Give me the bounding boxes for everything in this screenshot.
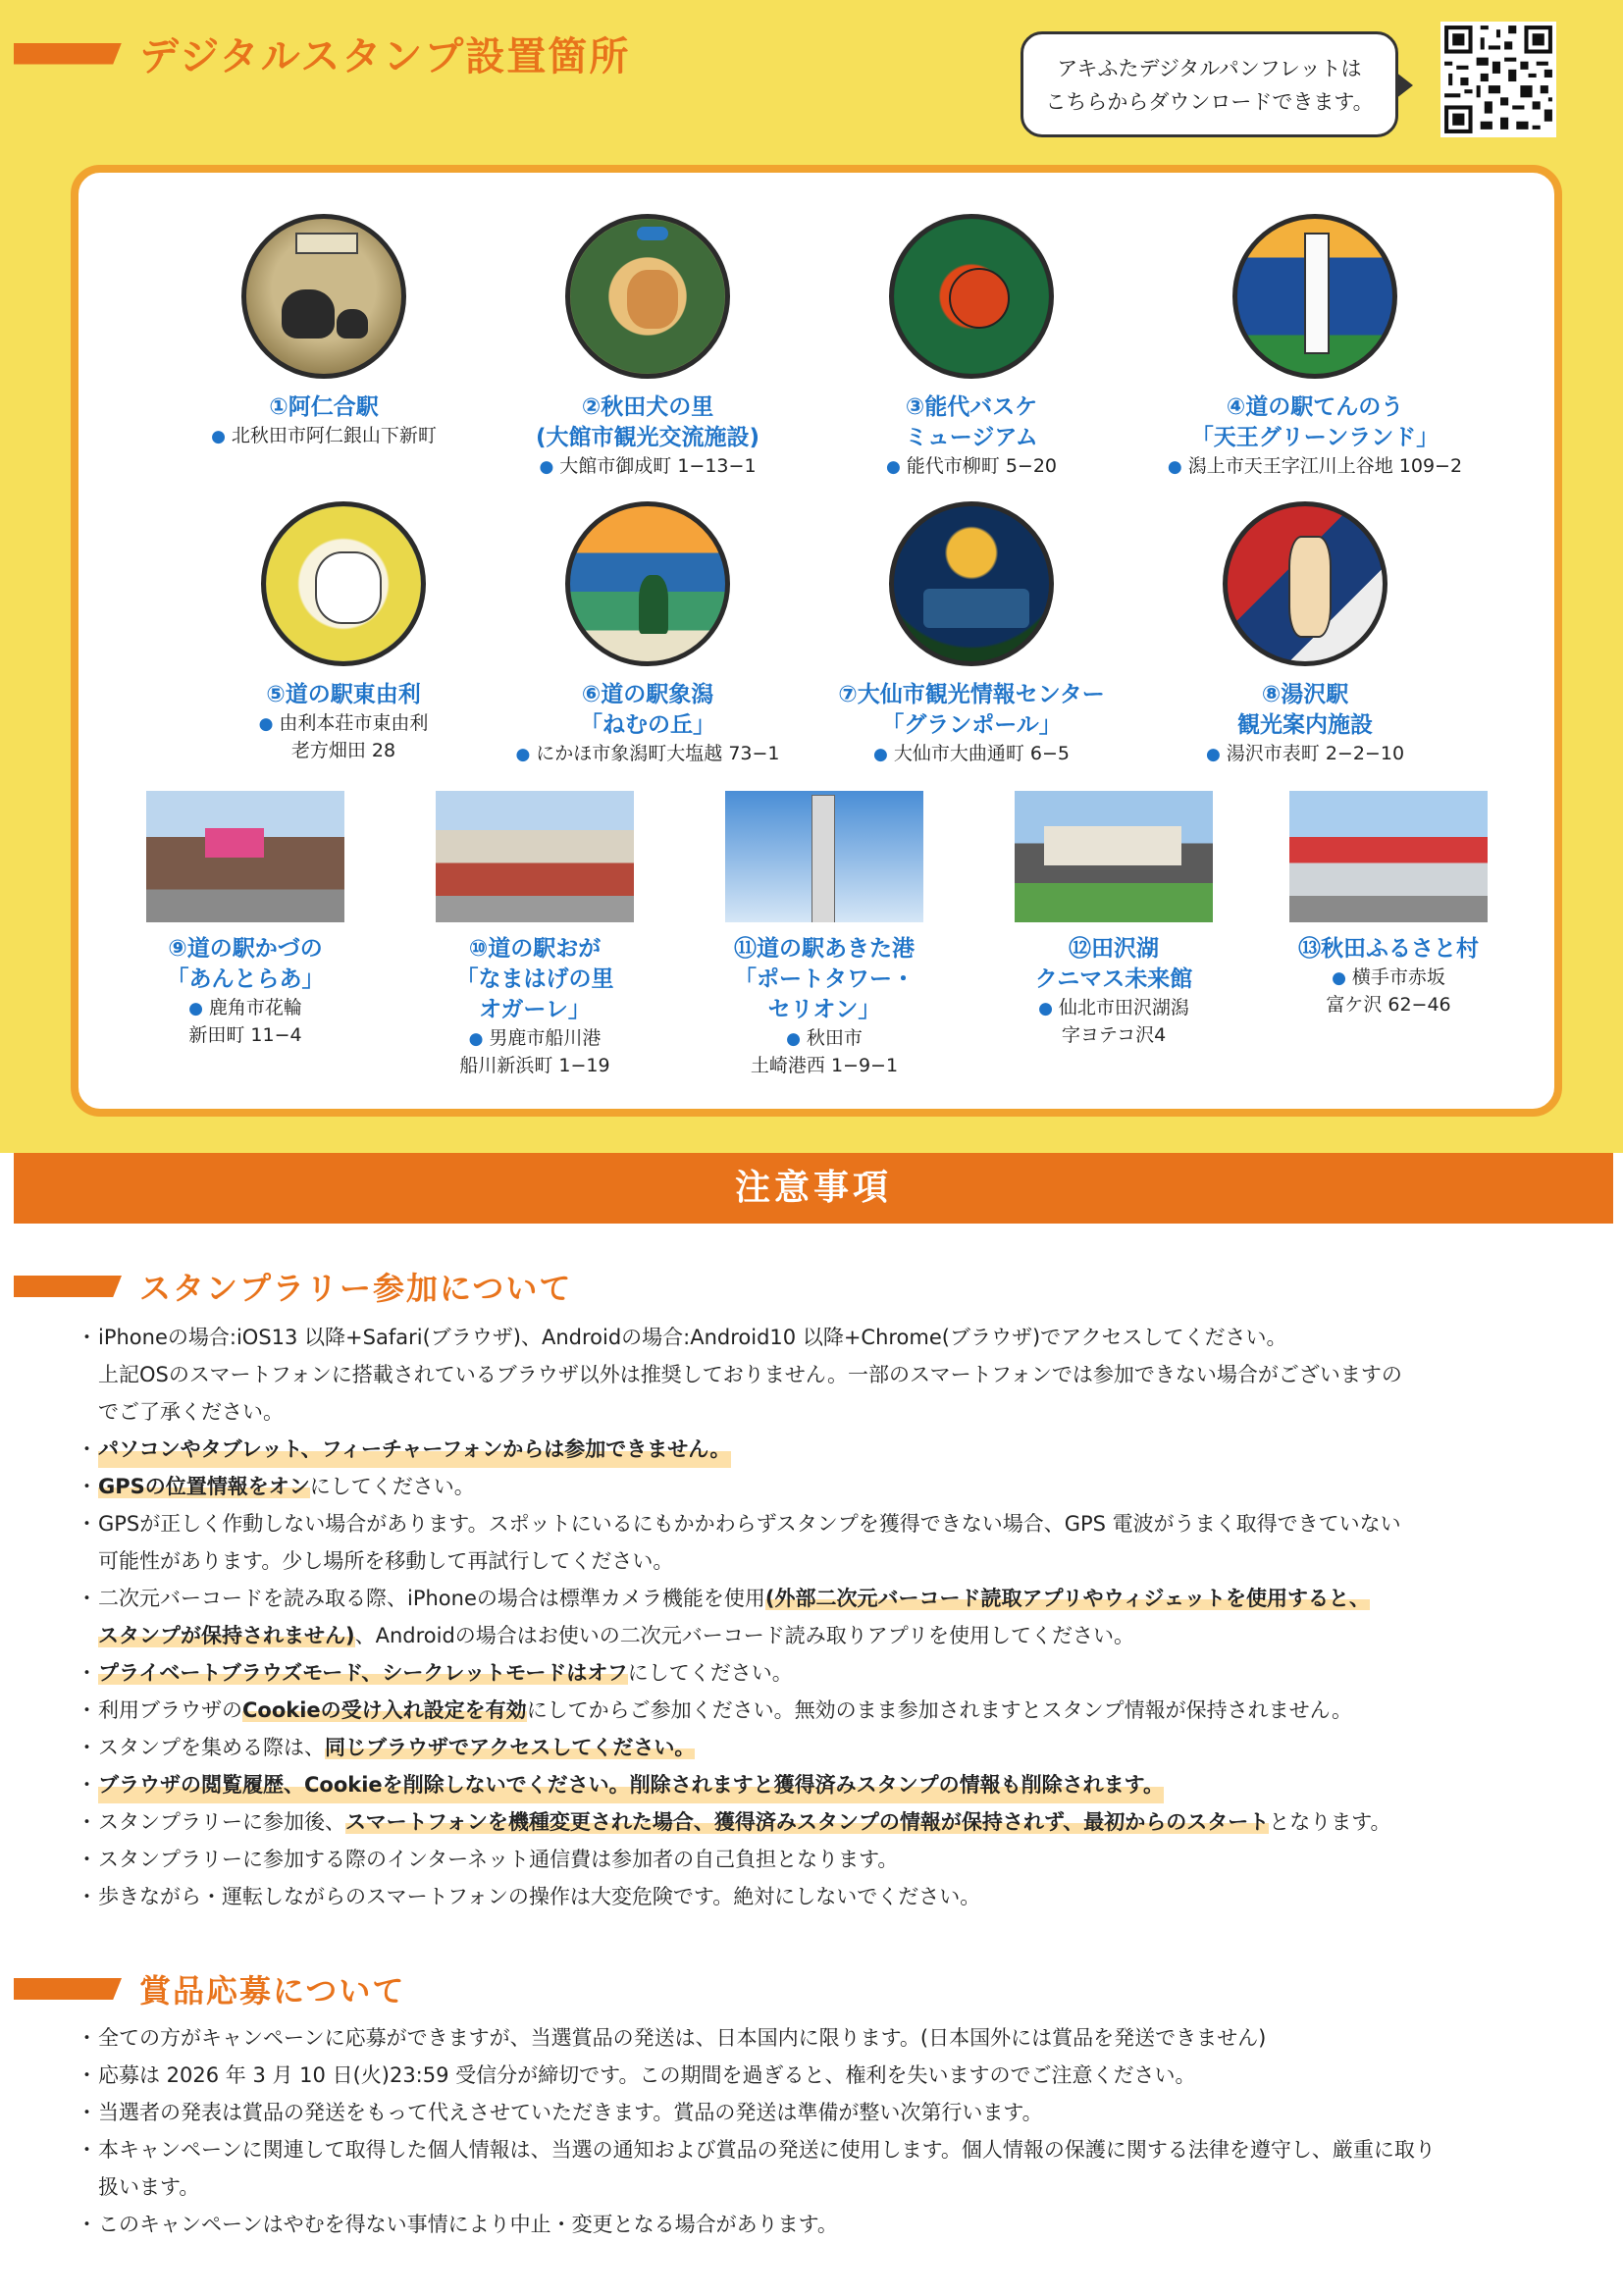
manhole-image — [1223, 501, 1387, 666]
map-pin-icon: ● — [258, 714, 274, 734]
site-name-line-3: オガーレ」 — [479, 997, 591, 1022]
site-name-line-2: 「グランポール」 — [881, 712, 1062, 738]
site-address-line-2: 富ケ沢 62−46 — [1326, 994, 1451, 1016]
site-card[interactable] — [407, 791, 662, 1079]
site-address: ● にかほ市象潟町大塩越 73−1 — [515, 743, 780, 764]
site-name: ⑩道の駅おが — [468, 936, 602, 962]
site-address: ● 男鹿市船川港 — [468, 1027, 602, 1049]
site-address: ● 能代市柳町 5−20 — [885, 455, 1058, 477]
map-pin-icon: ● — [211, 427, 226, 446]
site-address: ● 潟上市天王字江川上谷地 109−2 — [1167, 455, 1463, 477]
manhole-image — [565, 501, 730, 666]
map-pin-icon: ● — [786, 1029, 801, 1049]
site-name: ⑧湯沢駅 — [1261, 682, 1349, 707]
site-address: ● 秋田市 — [786, 1027, 863, 1049]
site-name-line-2: 観光案内施設 — [1237, 712, 1373, 738]
site-name-line-2: 「天王グリーンランド」 — [1190, 425, 1440, 450]
qr-code-icon[interactable] — [1440, 22, 1556, 137]
download-speech-bubble — [1021, 31, 1398, 137]
site-name-line-2: クニマス未来館 — [1034, 966, 1193, 992]
site-address: ● 鹿角市花輪 — [188, 997, 302, 1018]
site-name-line-3: セリオン」 — [767, 997, 881, 1022]
list-item: ・ 二次元バーコードを読み取る際、iPhoneの場合は標準カメラ機能を使用(外部二次元バーコード読取アプリやウィジェットを使用すると、 — [77, 1587, 1370, 1610]
site-card[interactable] — [196, 501, 491, 764]
site-name: ⑤道の駅東由利 — [266, 682, 421, 707]
list-item: ・ ブラウザの閲覧履歴、Cookieを削除しないでください。削除されますと獲得済みスタンプの情報も削除されます。 — [77, 1766, 1402, 1803]
list-item: スタンプが保持されません)、Androidの場合はお使いの二次元バーコード読み取りアプリを使用してください。 — [98, 1624, 1134, 1647]
site-card[interactable] — [491, 501, 805, 768]
site-photo — [146, 791, 344, 922]
list-item: 扱います。 — [98, 2175, 200, 2199]
section-heading-stamp-locations — [14, 26, 630, 81]
map-pin-icon: ● — [873, 745, 888, 764]
site-name-line-2: 「あんとらあ」 — [166, 966, 325, 992]
list-item: ・ GPSが正しく作動しない場合があります。スポットにいるにもかかわらずスタンプを獲得できない場合、GPS 電波がうまく取得できていない — [77, 1512, 1401, 1536]
site-address: ● 北秋田市阿仁銀山下新町 — [211, 425, 437, 446]
site-card[interactable] — [697, 791, 952, 1079]
manhole-image — [1232, 214, 1397, 379]
list-item: ・ 応募は 2026 年 3 月 10 日(火)23:59 受信分が締切です。この期間を過ぎると、権利を失いますのでご注意ください。 — [77, 2063, 1196, 2087]
site-card[interactable] — [1158, 501, 1452, 768]
site-photo — [436, 791, 634, 922]
list-item: ・ 利用ブラウザのCookieの受け入れ設定を有効にしてからご参加ください。無効のまま参加されますとスタンプ情報が保持されません。 — [77, 1698, 1352, 1722]
site-card[interactable] — [1261, 791, 1516, 1018]
site-name: ⑬秋田ふるさと村 — [1298, 936, 1479, 962]
section-title: 賞品応募について — [139, 1972, 406, 2009]
site-address: ● 大仙市大曲通町 6−5 — [873, 743, 1070, 764]
rally-notes-list — [77, 1319, 1402, 1915]
list-item: 可能性があります。少し場所を移動して再試行してください。 — [98, 1549, 674, 1573]
site-name: ⑨道の駅かづの — [168, 936, 323, 962]
manhole-image — [565, 214, 730, 379]
map-pin-icon: ● — [1038, 999, 1053, 1018]
site-address: ● 由利本荘市東由利 — [258, 712, 429, 734]
site-name-line-2: 「なまはげの里 — [455, 966, 614, 992]
site-name-line-2: (大館市観光交流施設) — [535, 425, 760, 450]
site-card[interactable] — [1138, 214, 1492, 481]
map-pin-icon: ● — [515, 745, 531, 764]
site-name-line-2: 「ねむの丘」 — [580, 712, 715, 738]
list-item: ・ GPSの位置情報をオンにしてください。 — [77, 1475, 475, 1498]
site-photo — [1015, 791, 1213, 922]
map-pin-icon: ● — [188, 999, 203, 1018]
site-name: ⑫田沢湖 — [1069, 936, 1159, 962]
section-heading-prize — [14, 1966, 405, 2011]
manhole-image — [889, 214, 1054, 379]
site-name: ⑪道の駅あきた港 — [734, 936, 915, 962]
site-card[interactable] — [824, 214, 1119, 481]
heading-bar — [14, 43, 122, 65]
site-name: ⑦大仙市観光情報センター — [838, 682, 1105, 707]
site-address: ● 横手市赤坂 — [1332, 966, 1445, 988]
section-title: スタンプラリー参加について — [139, 1270, 573, 1307]
site-name: ④道の駅てんのう — [1226, 394, 1404, 420]
map-pin-icon: ● — [1332, 968, 1346, 988]
site-card[interactable] — [805, 501, 1138, 768]
site-name: ②秋田犬の里 — [581, 394, 714, 420]
site-address-line-2: 土崎港西 1−9−1 — [750, 1055, 899, 1076]
list-item: ・ パソコンやタブレット、フィーチャーフォンからは参加できません。 — [77, 1431, 1402, 1468]
site-card[interactable] — [986, 791, 1241, 1049]
list-item: 上記OSのスマートフォンに搭載されているブラウザ以外は推奨しておりません。一部のスマートフォンでは参加できない場合がございますの — [98, 1363, 1402, 1386]
site-name: ①阿仁合駅 — [269, 394, 379, 420]
map-pin-icon: ● — [539, 457, 554, 477]
list-item: でご了承ください。 — [98, 1400, 284, 1424]
list-item: ・ 全ての方がキャンペーンに応募ができますが、当選賞品の発送は、日本国内に限ります。(日本国外には賞品を発送できません) — [77, 2026, 1267, 2050]
map-pin-icon: ● — [885, 457, 901, 477]
site-name: ③能代バスケ — [905, 394, 1038, 420]
site-card[interactable] — [491, 214, 805, 481]
site-address-line-2: 船川新浜町 1−19 — [459, 1055, 610, 1076]
map-pin-icon: ● — [1205, 745, 1221, 764]
list-item: ・ スタンプを集める際は、同じブラウザでアクセスしてください。 — [77, 1736, 696, 1759]
site-address: ● 大館市御成町 1−13−1 — [539, 455, 757, 477]
list-item: ・ 歩きながら・運転しながらのスマートフォンの操作は大変危険です。絶対にしないでください。 — [77, 1885, 981, 1908]
site-address: ● 湯沢市表町 2−2−10 — [1205, 743, 1405, 764]
list-item: ・ iPhoneの場合:iOS13 以降+Safari(ブラウザ)、Androidの場合:Android10 以降+Chrome(ブラウザ)でアクセスしてください。 — [77, 1326, 1287, 1349]
speech-line-2: こちらからダウンロードできます。 — [1045, 90, 1374, 114]
site-address: ● 仙北市田沢湖潟 — [1038, 997, 1189, 1018]
list-item: ・ 本キャンペーンに関連して取得した個人情報は、当選の通知および賞品の発送に使用します。個人情報の保護に関する法律を遵守し、厳重に取り — [77, 2138, 1436, 2162]
speech-line-1: アキふたデジタルパンフレットは — [1057, 57, 1362, 80]
prize-notes-list — [77, 2019, 1436, 2243]
site-address-line-2: 字ヨテコ沢4 — [1061, 1024, 1167, 1046]
manhole-image — [889, 501, 1054, 666]
notice-banner: 注意事項 — [14, 1153, 1613, 1224]
site-address-line-2: 老方畑田 28 — [290, 740, 396, 761]
list-item: ・ このキャンペーンはやむを得ない事情により中止・変更となる場合があります。 — [77, 2213, 838, 2236]
list-item: ・ 当選者の発表は賞品の発送をもって代えさせていただきます。賞品の発送は準備が整い次第行います。 — [77, 2101, 1043, 2124]
list-item: ・ プライベートブラウズモード、シークレットモードはオフにしてください。 — [77, 1661, 793, 1685]
site-photo — [725, 791, 923, 922]
heading-bar — [14, 1978, 122, 2000]
site-card[interactable] — [177, 214, 471, 450]
section-heading-rally — [14, 1264, 572, 1309]
site-name-line-2: ミュージアム — [905, 425, 1038, 450]
list-item: ・ スタンプラリーに参加後、スマートフォンを機種変更された場合、獲得済みスタンプの情報が保持されず、最初からのスタートとなります。 — [77, 1810, 1391, 1834]
section-title: デジタルスタンプ設置箇所 — [139, 34, 631, 79]
site-name: ⑥道の駅象潟 — [581, 682, 714, 707]
stamp-locations-panel — [71, 165, 1562, 1117]
manhole-image — [241, 214, 406, 379]
site-photo — [1289, 791, 1488, 922]
map-pin-icon: ● — [1167, 457, 1182, 477]
site-name-line-2: 「ポートタワー・ — [734, 966, 915, 992]
list-item: ・ スタンプラリーに参加する際のインターネット通信費は参加者の自己負担となります。 — [77, 1848, 899, 1871]
map-pin-icon: ● — [468, 1029, 484, 1049]
site-address-line-2: 新田町 11−4 — [188, 1024, 302, 1046]
manhole-image — [261, 501, 426, 666]
site-card[interactable] — [118, 791, 373, 1049]
heading-bar — [14, 1276, 122, 1297]
